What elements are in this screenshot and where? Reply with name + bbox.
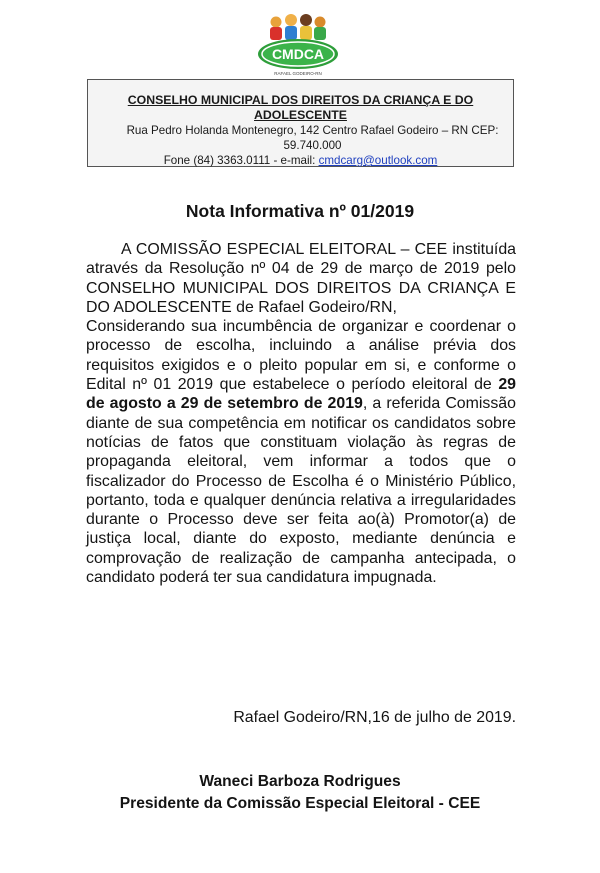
org-name: CONSELHO MUNICIPAL DOS DIREITOS DA CRIANÇA E DO ADOLESCENTE — [127, 93, 474, 122]
body-paragraph-1: A COMISSÃO ESPECIAL ELEITORAL – CEE instituída através da Resolução nº 04 de 29 de março de 2019 pelo CONSELHO MUNICIPAL DOS DIREITOS DA CRIANÇA E DO ADOLESCENTE de Rafael Godeiro/RN, — [86, 241, 516, 316]
date-line: Rafael Godeiro/RN,16 de julho de 2019. — [233, 709, 516, 726]
electoral-period: 29 de agosto a 29 de setembro de 2019 — [86, 376, 516, 413]
cmdca-logo — [254, 12, 342, 78]
document-title: Nota Informativa nº 01/2019 — [185, 201, 415, 221]
logo-text: CMDCA — [271, 46, 325, 62]
children-logo-icon — [254, 12, 342, 78]
letterhead-box — [87, 79, 514, 167]
email-link[interactable]: cmdcarg@outlook.com — [318, 154, 438, 167]
body-paragraph-2 — [86, 317, 516, 587]
phone-line: Fone (84) 3363.0111 - e-mail: — [163, 154, 319, 167]
org-address: Rua Pedro Holanda Montenegro, 142 Centro Rafael Godeiro – RN CEP: 59.740.000 — [126, 124, 499, 152]
document-body — [86, 240, 516, 587]
body-paragraph-2-start: Considerando sua incumbência de organizar e coordenar o processo de escolha, incluindo a análise prévia dos requisitos exigidos e o pleito popular em si, e conforme o Edital nº 01 2019 que estabelece o período eleitoral de — [86, 318, 516, 394]
org-contact — [88, 153, 513, 168]
logo-subtext: RAFAEL GODEIRO-RN — [274, 71, 322, 76]
signer-role: Presidente da Comissão Especial Eleitoral - CEE — [119, 795, 481, 812]
body-paragraph-2-end: , a referida Comissão diante de sua competência em notificar os candidatos sobre notícias de fatos que constituam violação às regras de propaganda eleitoral, vem informar a todos que o fiscalizador do Processo de Escolha é o Ministério Público, portanto, toda e qualquer denúncia relativa a irregularidades durante o Processo deve ser feita ao(à) Promotor(a) de justiça local, diante do exposto, mediante denúncia e comprovação de realização de campanha antecipada, o candidato poderá ter sua candidatura impugnada. — [86, 395, 516, 587]
signer-name: Waneci Barboza Rodrigues — [199, 773, 401, 790]
